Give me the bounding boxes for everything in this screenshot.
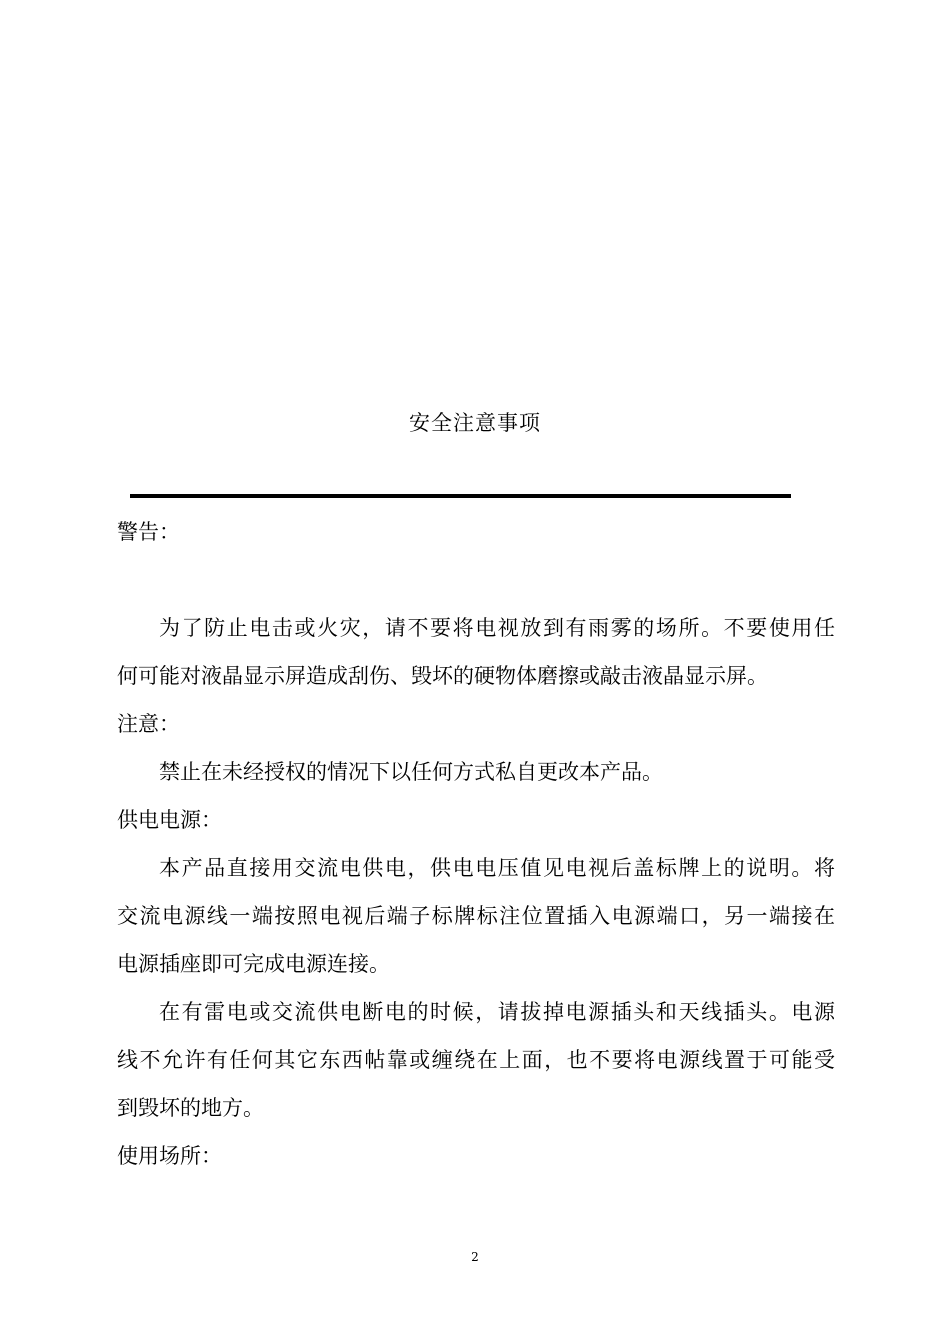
power-text-line-5: 线不允许有任何其它东西帖靠或缠绕在上面，也不要将电源线置于可能受 — [117, 1048, 835, 1072]
title-divider — [130, 494, 791, 498]
blank-line — [117, 556, 835, 604]
caution-text-line-1: 禁止在未经授权的情况下以任何方式私自更改本产品。 — [159, 760, 663, 784]
power-heading: 供电电源： — [117, 808, 222, 832]
power-text-line-6: 到毁坏的地方。 — [117, 1096, 264, 1120]
power-text-line-1: 本产品直接用交流电供电，供电电压值见电视后盖标牌上的说明。将 — [159, 856, 835, 880]
caution-heading: 注意： — [117, 712, 180, 736]
power-text-line-4: 在有雷电或交流供电断电的时候，请拔掉电源插头和天线插头。电源 — [159, 1000, 835, 1024]
page-number: 2 — [471, 1250, 479, 1264]
location-heading: 使用场所： — [117, 1144, 222, 1168]
document-body — [117, 508, 835, 1180]
power-text-line-2: 交流电源线一端按照电视后端子标牌标注位置插入电源端口，另一端接在 — [117, 904, 835, 928]
warning-heading: 警告： — [117, 520, 180, 544]
power-text-line-3: 电源插座即可完成电源连接。 — [117, 952, 390, 976]
warning-text-line-1: 为了防止电击或火灾，请不要将电视放到有雨雾的场所。不要使用任 — [159, 616, 835, 640]
warning-text-line-2: 何可能对液晶显示屏造成刮伤、毁坏的硬物体磨擦或敲击液晶显示屏。 — [117, 664, 768, 688]
page-title: 安全注意事项 — [409, 411, 541, 435]
